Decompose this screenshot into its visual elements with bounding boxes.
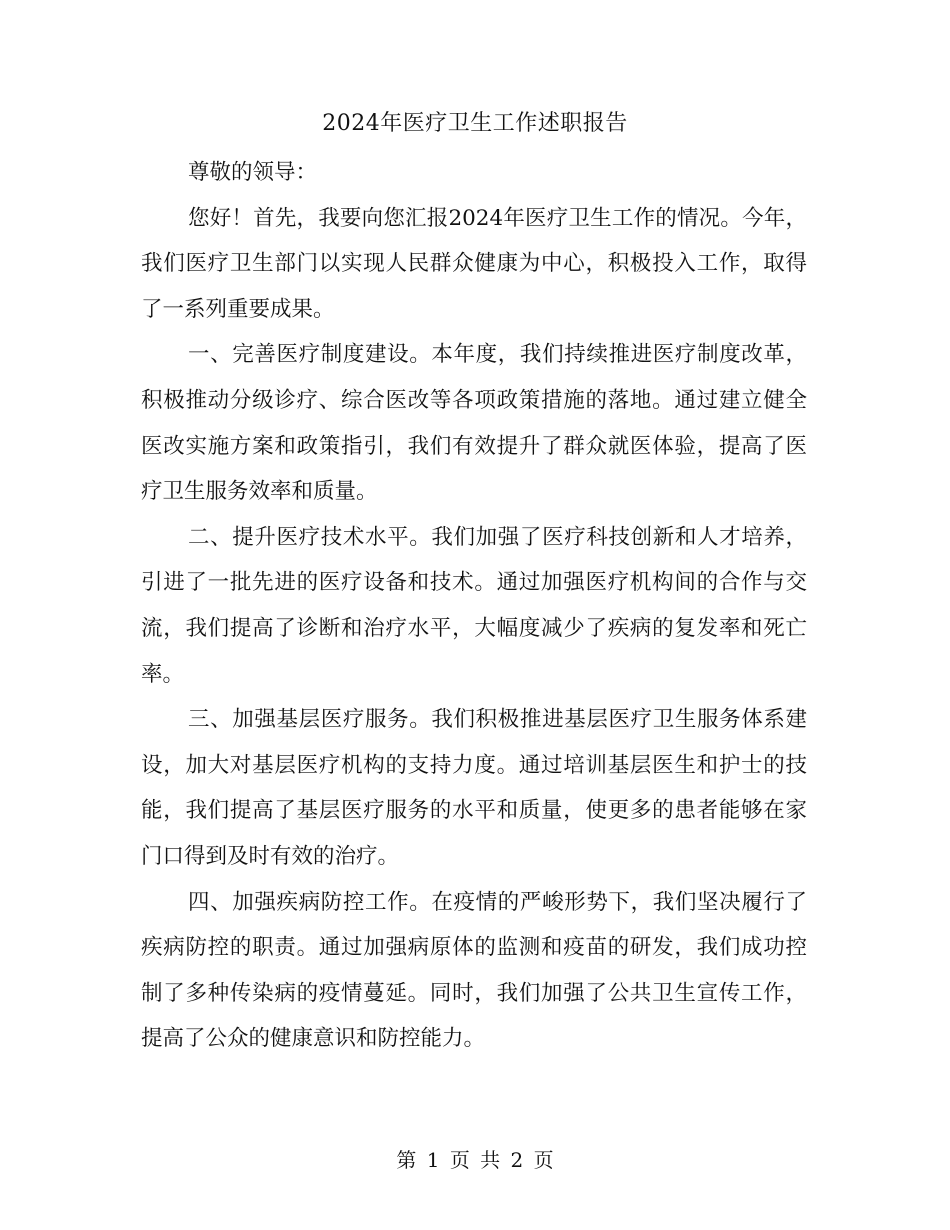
paragraph-section-2: 二、提升医疗技术水平。我们加强了医疗科技创新和人才培养，引进了一批先进的医疗设备和技术。通过加强医疗机构间的合作与交流，我们提高了诊断和治疗水平，大幅度减少了疾病的复发率和死亡率。 bbox=[141, 524, 807, 687]
document-title: 2024年医疗卫生工作述职报告 bbox=[322, 111, 628, 136]
paragraph-section-1: 一、完善医疗制度建设。本年度，我们持续推进医疗制度改革，积极推动分级诊疗、综合医改等各项政策措施的落地。通过建立健全医改实施方案和政策指引，我们有效提升了群众就医体验，提高了医疗卫生服务效率和质量。 bbox=[141, 342, 807, 505]
paragraph-intro: 您好！首先，我要向您汇报2024年医疗卫生工作的情况。今年，我们医疗卫生部门以实现人民群众健康为中心，积极投入工作，取得了一系列重要成果。 bbox=[141, 205, 807, 322]
greeting: 尊敬的领导： bbox=[188, 160, 318, 185]
paragraph-section-4: 四、加强疾病防控工作。在疫情的严峻形势下，我们坚决履行了疾病防控的职责。通过加强病原体的监测和疫苗的研发，我们成功控制了多种传染病的疫情蔓延。同时，我们加强了公共卫生宣传工作，提高了公众的健康意识和防控能力。 bbox=[141, 889, 807, 1052]
document-body bbox=[141, 150, 807, 1062]
page-indicator: 第 1 页 共 2 页 bbox=[396, 1148, 554, 1172]
paragraph-section-3: 三、加强基层医疗服务。我们积极推进基层医疗卫生服务体系建设，加大对基层医疗机构的支持力度。通过培训基层医生和护士的技能，我们提高了基层医疗服务的水平和质量，使更多的患者能够在家门口得到及时有效的治疗。 bbox=[141, 707, 807, 869]
